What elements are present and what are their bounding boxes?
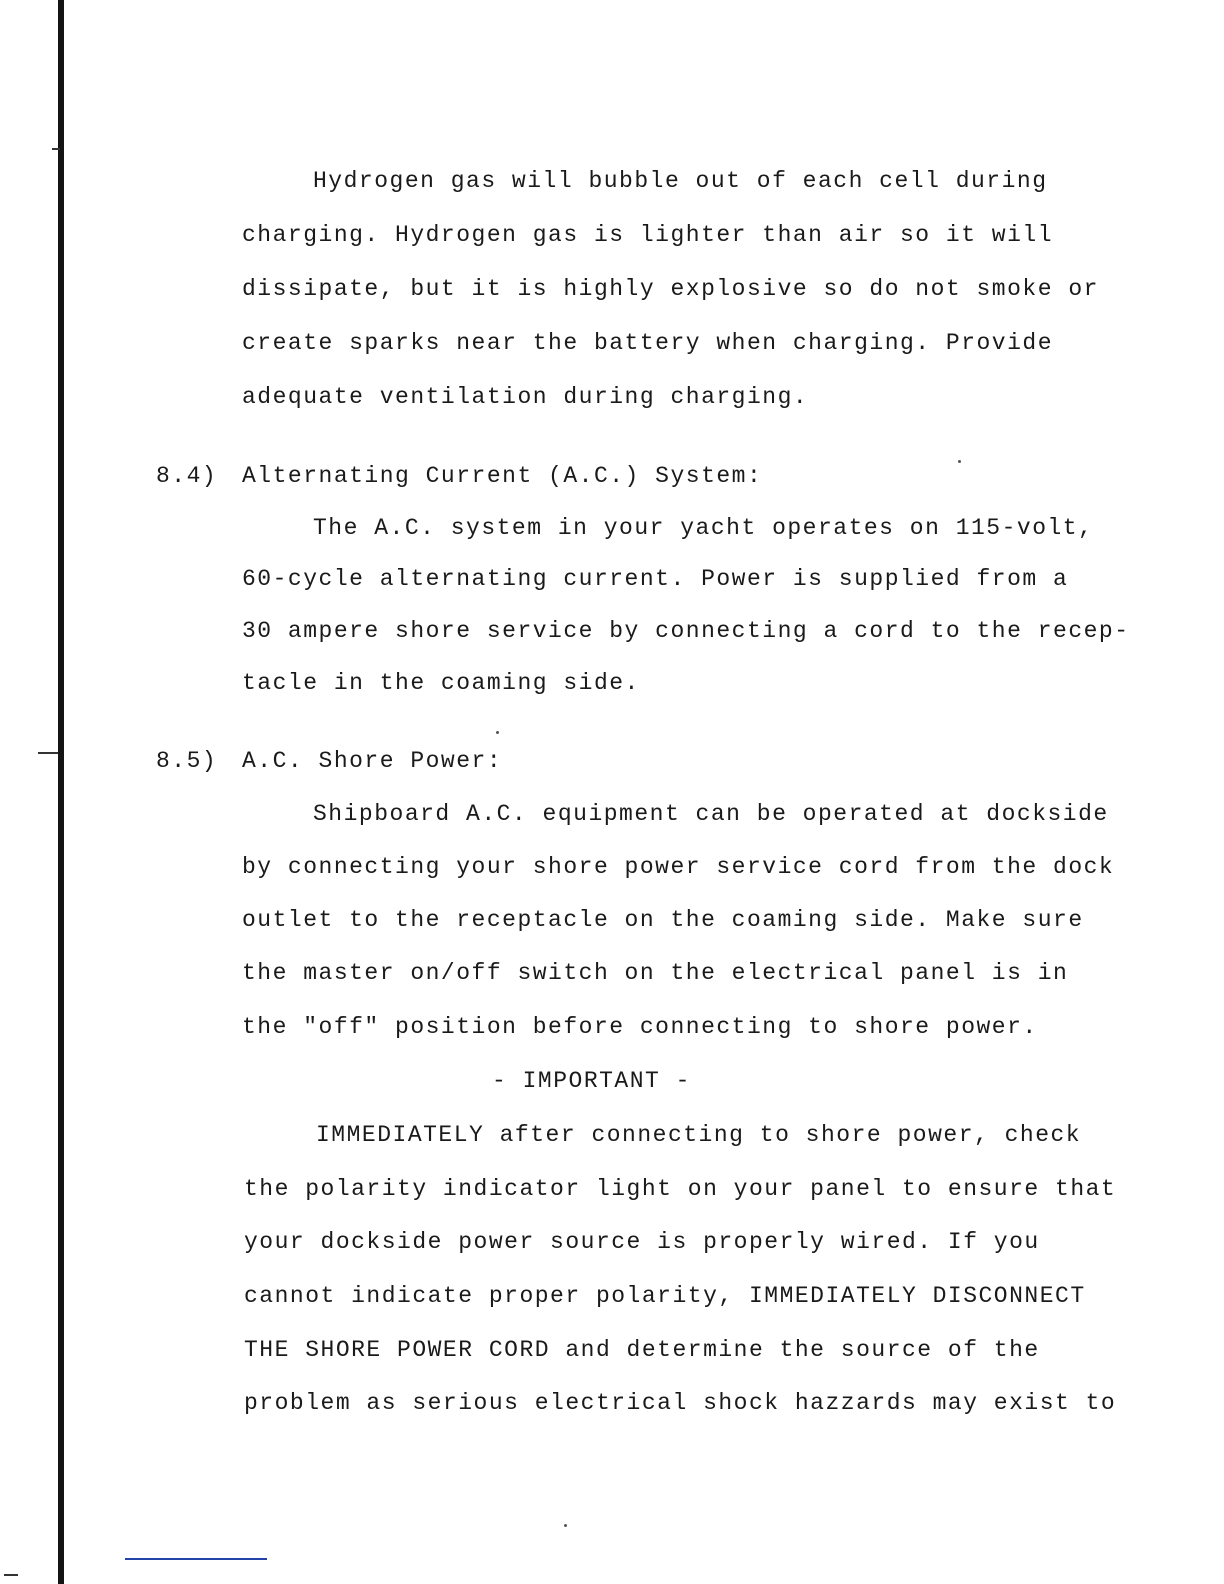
important-label: - IMPORTANT - <box>492 1068 691 1094</box>
footer-rule <box>125 1558 267 1560</box>
text-line: THE SHORE POWER CORD and determine the source of the <box>244 1337 1040 1363</box>
text-line: Shipboard A.C. equipment can be operated at dockside <box>313 801 1109 827</box>
text-line: your dockside power source is properly wired. If you <box>244 1229 1040 1255</box>
section-heading: A.C. Shore Power: <box>242 748 503 774</box>
speck <box>958 460 961 463</box>
section-heading: Alternating Current (A.C.) System: <box>242 463 763 489</box>
text-line: the polarity indicator light on your panel to ensure that <box>244 1176 1117 1202</box>
speck <box>564 1524 567 1527</box>
text-line: cannot indicate proper polarity, IMMEDIATELY DISCONNECT <box>244 1283 1086 1309</box>
text-line: Hydrogen gas will bubble out of each cell during <box>313 168 1048 194</box>
text-line: adequate ventilation during charging. <box>242 384 809 410</box>
text-line: tacle in the coaming side. <box>242 670 640 696</box>
text-line: outlet to the receptacle on the coaming side. Make sure <box>242 907 1084 933</box>
text-line: the master on/off switch on the electrical panel is in <box>242 960 1069 986</box>
text-line: IMMEDIATELY after connecting to shore power, check <box>316 1122 1082 1148</box>
binding-tick <box>52 148 60 150</box>
section-number: 8.4) <box>156 463 218 489</box>
text-line: The A.C. system in your yacht operates on 115-volt, <box>313 515 1094 541</box>
text-line: 30 ampere shore service by connecting a cord to the recep- <box>242 618 1130 644</box>
text-line: charging. Hydrogen gas is lighter than air so it will <box>242 222 1054 248</box>
text-line: the "off" position before connecting to shore power. <box>242 1014 1038 1040</box>
binding-edge <box>58 0 64 1584</box>
text-line: dissipate, but it is highly explosive so do not smoke or <box>242 276 1099 302</box>
binding-tick <box>38 752 58 754</box>
text-line: 60-cycle alternating current. Power is supplied from a <box>242 566 1069 592</box>
section-number: 8.5) <box>156 748 218 774</box>
text-line: by connecting your shore power service cord from the dock <box>242 854 1115 880</box>
speck <box>496 731 499 734</box>
text-line: create sparks near the battery when charging. Provide <box>242 330 1054 356</box>
binding-tick <box>4 1574 18 1576</box>
text-line: problem as serious electrical shock hazzards may exist to <box>244 1390 1117 1416</box>
